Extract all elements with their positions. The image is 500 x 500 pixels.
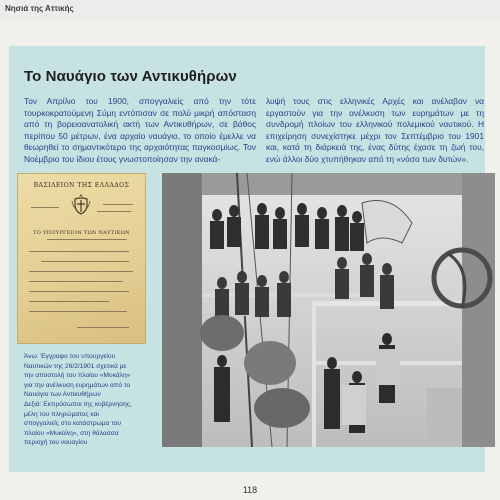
document-ministry: ΤΟ ΥΠΟΥΡΓΕΙΟΝ ΤΩΝ ΝΑΥΤΙΚΩΝ [33,230,130,236]
document-handwriting [29,301,109,302]
caption-line: Άνω: Έγγραφο του υπουργείου [24,353,116,360]
caption-line: Ναυτικών της 26/2/1901 σχετικά με [24,362,127,370]
caption-line: Δεξιά: Εκπρόσωποι της κυβέρνησης, [24,400,132,408]
page-number: 118 [242,485,258,495]
photo-illustration [162,173,495,447]
caption-line: περιοχή του ναυαγίου [24,439,88,447]
crest-icon [69,192,93,216]
caption-line: την αποστολή του πλοίου «Μυκάλη» [24,372,131,380]
document-handwriting [41,261,129,262]
article-text-right: λυψή τους στις ελληνικές Αρχές και ανέλαβαν να εργαστούν για την ανέλκυση των ευρημάτων με τη συνδρομή πλοίων του ελληνικού πολεμικού ναυτικού. Η επιχείρηση συνεχίστηκε μέχρι τον Σεπτέμβριο του 1901 και, κατά τη διάρκειά της, ένας δύτης έχασε τη ζωή του, ενώ άλλοι δύο χτυπήθηκαν από τη «νόσο των δυτών». [266,96,484,164]
document-handwriting [29,291,129,292]
article-text-left: Τον Απρίλιο του 1900, σπογγαλιείς από την τότε τουρκοκρατούμενη Σύμη εντόπισαν σε πολύ μικρή απόσταση από τη βορειοανατολική ακτή των Αντικυθήρων, σε βάθος περίπου 50 μέτρων, ένα αρχαίο ναυάγιο, το οποίο έμελλε να θεωρηθεί το σημαντικότερο της αρχαιότητας παγκοσμίως. Τον Νοέμβριο του ίδιου έτους γνωστοποίησαν την ανακά- [24,96,256,164]
caption-line: για την ανέλκυση ευρημάτων από το [24,381,131,389]
document-handwriting [47,239,127,240]
ship-deck-photo [162,173,495,447]
image-caption [24,352,154,448]
article-title: Το Ναυάγιο των Αντικυθήρων [24,68,237,85]
caption-line: σπογγαλιείς στο κατάστρωμα του [24,420,122,428]
document-handwriting [29,281,123,282]
document-handwriting [29,311,127,312]
document-heading: ΒΑΣΙΛΕΙΟΝ ΤΗΣ ΕΛΛΑΔΟΣ [33,182,130,189]
section-title: Νησιά της Αττικής [5,4,74,13]
caption-line: πλοίου «Μυκάλη», στη θάλασσα [24,429,119,437]
document-handwriting [97,211,131,212]
document-handwriting [31,207,59,208]
historical-document-image [17,173,146,344]
document-handwriting [103,204,133,205]
document-handwriting [29,271,133,272]
caption-line: μέλη του πληρώματος και [24,410,99,418]
document-signature [77,327,129,328]
document-handwriting [29,251,129,252]
caption-line: Ναυάγιο των Αντικυθήρων [24,391,101,399]
header-band [0,0,500,22]
